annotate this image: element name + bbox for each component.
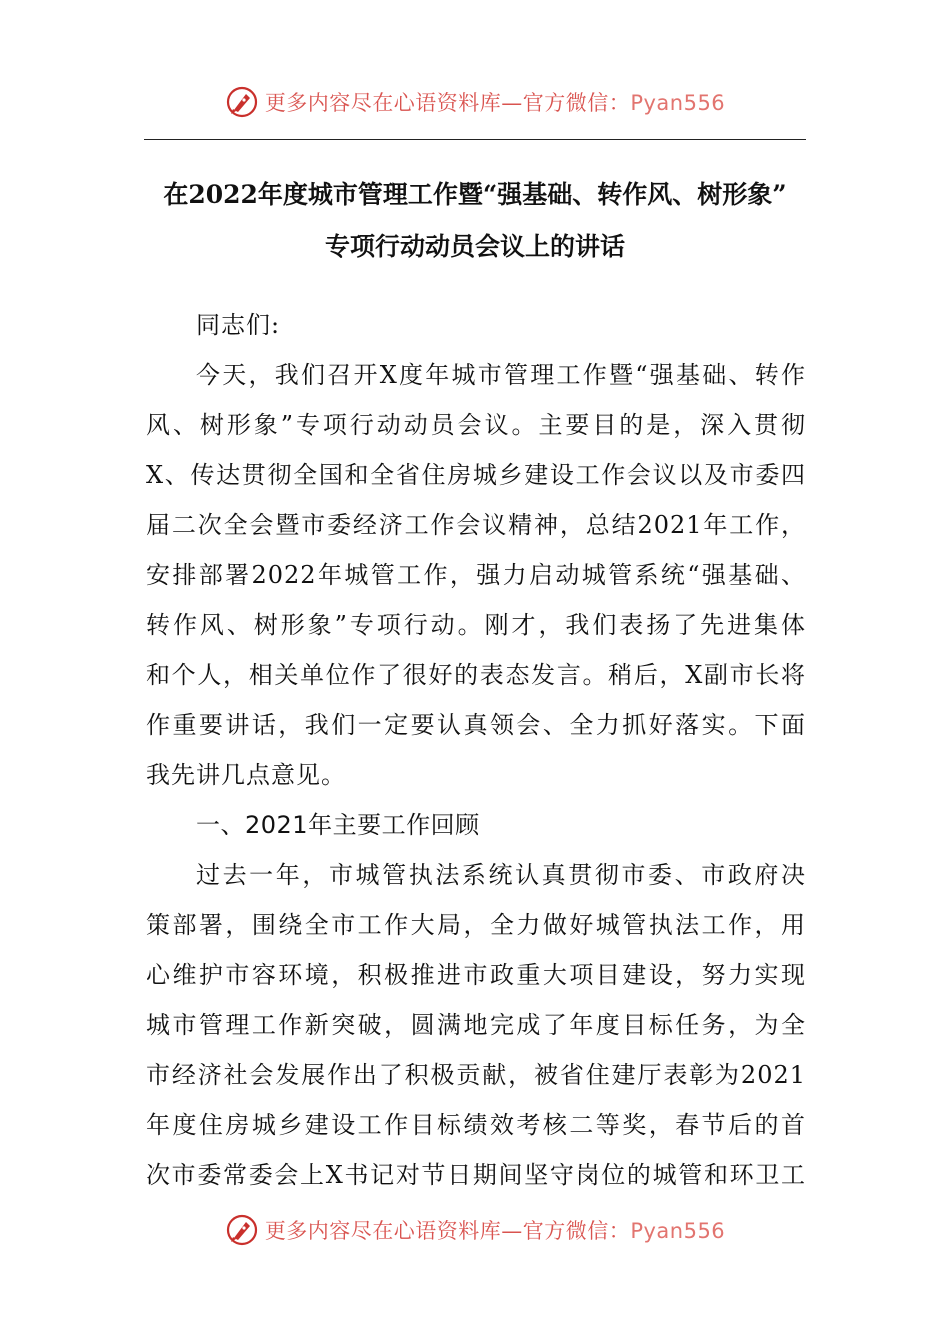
banner-wechat-id: Pyan556 (630, 1219, 726, 1243)
paragraph-line: 转作风、树形象”专项行动。刚才，我们表扬了先进集体 (146, 611, 806, 639)
paragraph-line: 心维护市容环境，积极推进市政重大项目建设，努力实现 (146, 961, 806, 989)
paragraph-line: 风、树形象”专项行动动员会议。主要目的是，深入贯彻 (146, 411, 806, 439)
document-body (146, 300, 806, 1200)
paragraph-line: 今天，我们召开X度年城市管理工作暨“强基础、转作 (196, 361, 806, 389)
banner-text (265, 1215, 725, 1245)
paragraph-line: 次市委常委会上X书记对节日期间坚守岗位的城管和环卫工 (146, 1161, 806, 1189)
banner-slogan: 更多内容尽在心语资料库—官方微信： (264, 91, 631, 115)
paragraph-line: 策部署，围绕全市工作大局，全力做好城管执法工作，用 (146, 911, 806, 939)
document-title-line-2: 专项行动动员会议上的讲话 (324, 232, 625, 261)
paragraph-line: 和个人，相关单位作了很好的表态发言。稍后，X副市长将 (146, 661, 806, 689)
header-divider (144, 139, 806, 140)
pen-nib-logo-icon (225, 85, 259, 119)
footer-banner (0, 1210, 950, 1250)
banner-wechat-id: Pyan556 (630, 91, 726, 115)
paragraph-line: 届二次全会暨市委经济工作会议精神，总结2021年工作， (146, 511, 806, 539)
pen-nib-logo-icon (225, 1213, 259, 1247)
paragraph-line: X、传达贯彻全国和全省住房城乡建设工作会议以及市委四 (146, 461, 806, 489)
paragraph-line: 我先讲几点意见。 (146, 761, 346, 789)
greeting: 同志们: (196, 311, 281, 339)
paragraph-line: 作重要讲话，我们一定要认真领会、全力抓好落实。下面 (146, 711, 806, 739)
paragraph-line: 安排部署2022年城管工作，强力启动城管系统“强基础、 (146, 561, 806, 589)
document-title-line-1: 在2022年度城市管理工作暨“强基础、转作风、树形象” (163, 180, 787, 209)
section-heading: 一、2021年主要工作回顾 (196, 811, 480, 839)
paragraph-line: 年度住房城乡建设工作目标绩效考核二等奖，春节后的首 (146, 1111, 806, 1139)
paragraph-line: 城市管理工作新突破，圆满地完成了年度目标任务，为全 (146, 1011, 806, 1039)
paragraph-line: 市经济社会发展作出了积极贡献，被省住建厅表彰为2021 (146, 1061, 806, 1089)
banner-slogan: 更多内容尽在心语资料库—官方微信： (264, 1219, 631, 1243)
banner-text (265, 87, 725, 117)
paragraph-line: 过去一年，市城管执法系统认真贯彻市委、市政府决 (196, 861, 806, 889)
header-banner (0, 82, 950, 122)
